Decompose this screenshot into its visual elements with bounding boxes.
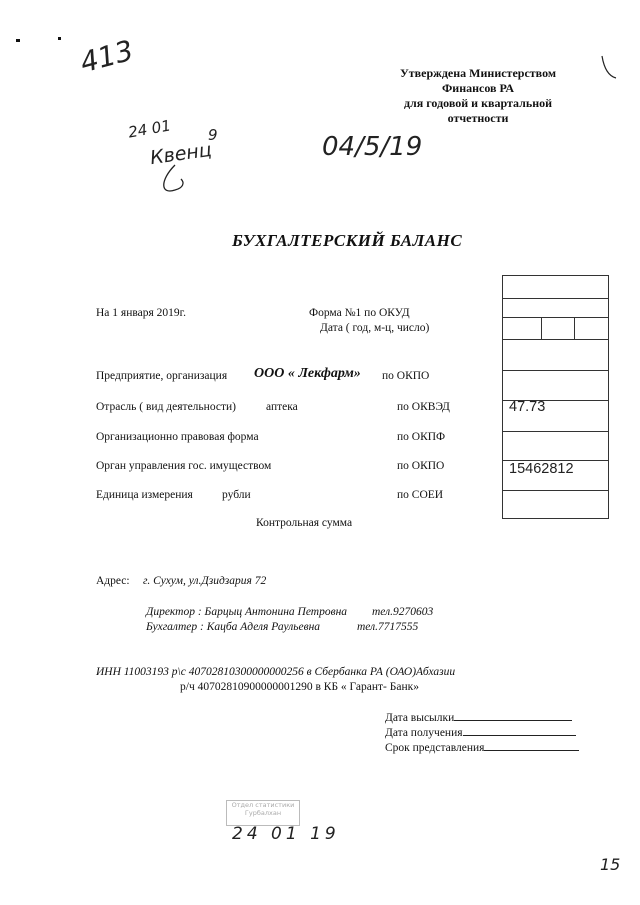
handwritten-note: Квенц	[148, 138, 213, 170]
date-received-label: Дата получения	[385, 727, 463, 739]
approval-line: отчетности	[447, 111, 509, 125]
unit-value: рубли	[222, 489, 251, 501]
branch-label: Отрасль ( вид деятельности)	[96, 401, 236, 413]
form-okud: Форма №1 по ОКУД	[309, 307, 410, 319]
address-label: Адрес:	[96, 575, 130, 587]
bank-line-1: ИНН 11003193 р\с 40702810300000000256 в Сбербанка РА (ОАО)Абхазии	[96, 666, 456, 678]
org-label: Предприятие, организация	[96, 370, 228, 382]
branch-value: аптека	[266, 401, 298, 413]
date-format: Дата ( год, м-ц, число)	[320, 322, 430, 334]
approval-line: Утверждена Министерством	[399, 66, 557, 80]
okved-code: 47.73	[509, 399, 546, 415]
scan-dot	[16, 39, 20, 42]
corner-tick	[598, 52, 620, 82]
legal-form-label: Организационно правовая форма	[96, 431, 259, 443]
date-sent	[385, 710, 572, 724]
report-date: На 1 января 2019г.	[96, 307, 186, 319]
org-code: по ОКПО	[382, 370, 430, 382]
scan-dot	[58, 37, 61, 40]
authority-code: по ОКПО	[397, 460, 445, 472]
accountant: Бухгалтер : Кацба Аделя Раульевна	[146, 621, 321, 633]
approval-line: Финансов РА	[441, 81, 515, 95]
control-sum: Контрольная сумма	[256, 517, 353, 529]
org-value: ООО « Лекфарм»	[254, 366, 361, 381]
handwritten-scribble	[155, 155, 215, 205]
authority-label: Орган управления гос. имуществом	[96, 460, 272, 472]
corner-page-mark: 15	[600, 855, 621, 874]
stamp-line: Гурбалхан	[244, 809, 282, 817]
address-value: г. Сухум, ул.Дзидзария 72	[143, 575, 267, 587]
approval-block	[388, 66, 568, 126]
unit-label: Единица измерения	[96, 489, 193, 501]
handwritten-number: 413	[76, 33, 137, 80]
reception-stamp	[226, 800, 300, 826]
legal-form-code: по ОКПФ	[397, 431, 446, 443]
stamp-line: Отдел статистики	[231, 801, 295, 809]
codes-box	[502, 275, 609, 519]
handwritten-date-digit: 9	[208, 126, 218, 144]
date-sent-label: Дата высылки	[385, 712, 455, 724]
accountant-phone: тел.7717555	[357, 621, 419, 633]
date-received	[385, 725, 576, 739]
stamp-date: 24 01 19	[232, 824, 340, 844]
unit-code: по СОЕИ	[397, 489, 444, 501]
director: Директор : Барцыц Антонина Петровна	[146, 606, 348, 618]
approval-line: для годовой и квартальной	[403, 96, 553, 110]
okpo-code: 15462812	[509, 461, 574, 477]
date-deadline	[385, 740, 579, 754]
handwritten-form-ref: 04/5/19	[322, 132, 423, 162]
director-phone: тел.9270603	[372, 606, 434, 618]
branch-code: по ОКВЭД	[397, 401, 450, 413]
document-title: БУХГАЛТЕРСКИЙ БАЛАНС	[232, 231, 463, 250]
bank-line-2: р/ч 40702810900000001290 в КБ « Гарант- Банк»	[180, 681, 419, 693]
handwritten-date: 24 01	[126, 116, 173, 142]
date-deadline-label: Срок представления	[385, 742, 485, 754]
